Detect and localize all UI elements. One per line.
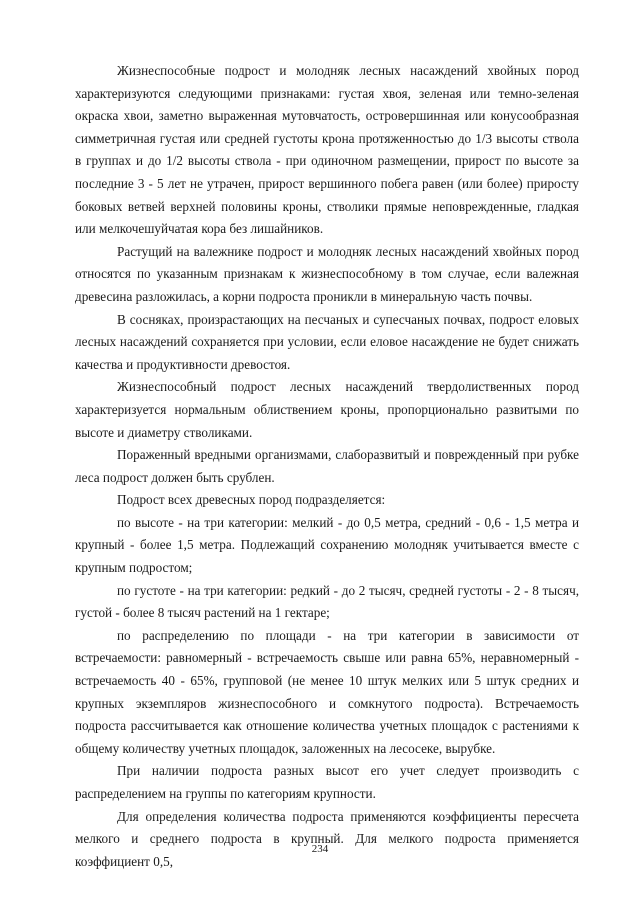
paragraph-viability-conifers: Жизнеспособные подрост и молодняк лесных насаждений хвойных пород характеризуются следующими признаками: густая хвоя, зеленая или темно-зеленая окраска хвои, заметно выраженная мутовчатость, островершинная или конусообразная симметричная густая или средней густоты крона протяженностью до 1/3 высоты ствола в группах и до 1/2 высоты ствола - при одиночном размещении, прирост по высоте за последние 3 - 5 лет не утрачен, прирост вершинного побега равен (или более) приросту боковых ветвей верхней половины кроны, стволики прямые неповрежденные, гладкая или мелкочешуйчатая кора без лишайников. xyxy=(75,63,579,237)
paragraph-pine-stands: В сосняках, произрастающих на песчаных и супесчаных почвах, подрост еловых лесных насаждений сохраняется при условии, если еловое насаждение не будет снижать качества и продуктивности древостоя. xyxy=(75,311,579,372)
paragraph-conversion-coefficients: Для определения количества подроста применяются коэффициенты пересчета мелкого и среднего подроста в крупный. Для мелкого подроста применяется коэффициент 0,5, xyxy=(75,808,579,869)
paragraph-damaged-undergrowth: Пораженный вредными организмами, слаборазвитый и поврежденный при рубке леса подрост должен быть срублен. xyxy=(75,447,579,485)
paragraph-by-height: по высоте - на три категории: мелкий - до 0,5 метра, средний - 0,6 - 1,5 метра и крупный - более 1,5 метра. Подлежащий сохранению молодняк учитывается вместе с крупным подростом; xyxy=(75,514,579,576)
paragraph-mixed-heights: При наличии подроста разных высот его учет следует производить с распределением на группы по категориям крупности. xyxy=(75,763,579,801)
paragraph-by-density: по густоте - на три категории: редкий - до 2 тысяч, средней густоты - 2 - 8 тысяч, густой - более 8 тысяч растений на 1 гектаре; xyxy=(75,582,579,621)
paragraph-classification-intro: Подрост всех древесных пород подразделяется: xyxy=(117,492,386,508)
page-number: 234 xyxy=(311,843,329,855)
paragraph-hardwood-viability: Жизнеспособный подрост лесных насаждений твердолиственных пород характеризуется нормальным облиствением кроны, пропорционально развитыми по высоте и диаметру стволиками. xyxy=(75,379,579,440)
paragraph-by-distribution: по распределению по площади - на три категории в зависимости от встречаемости: равномерный - встречаемость свыше или равна 65%, неравномерный - встречаемость 40 - 65%, групповой (не менее 10 штук мелких или 5 штук средних и крупных экземпляров жизнеспособного и сомкнутого подроста). Встречаемость подроста рассчитывается как отношение количества учетных площадок с растениями к общему количеству учетных площадок, заложенных на лесосеке, вырубке. xyxy=(75,627,579,756)
paragraph-deadwood-growth: Растущий на валежнике подрост и молодняк лесных насаждений хвойных пород относятся по указанным признакам к жизнеспособному в том случае, если валежная древесина разложилась, а корни подроста проникли в минеральную часть почвы. xyxy=(75,243,579,304)
document-body xyxy=(75,60,579,873)
